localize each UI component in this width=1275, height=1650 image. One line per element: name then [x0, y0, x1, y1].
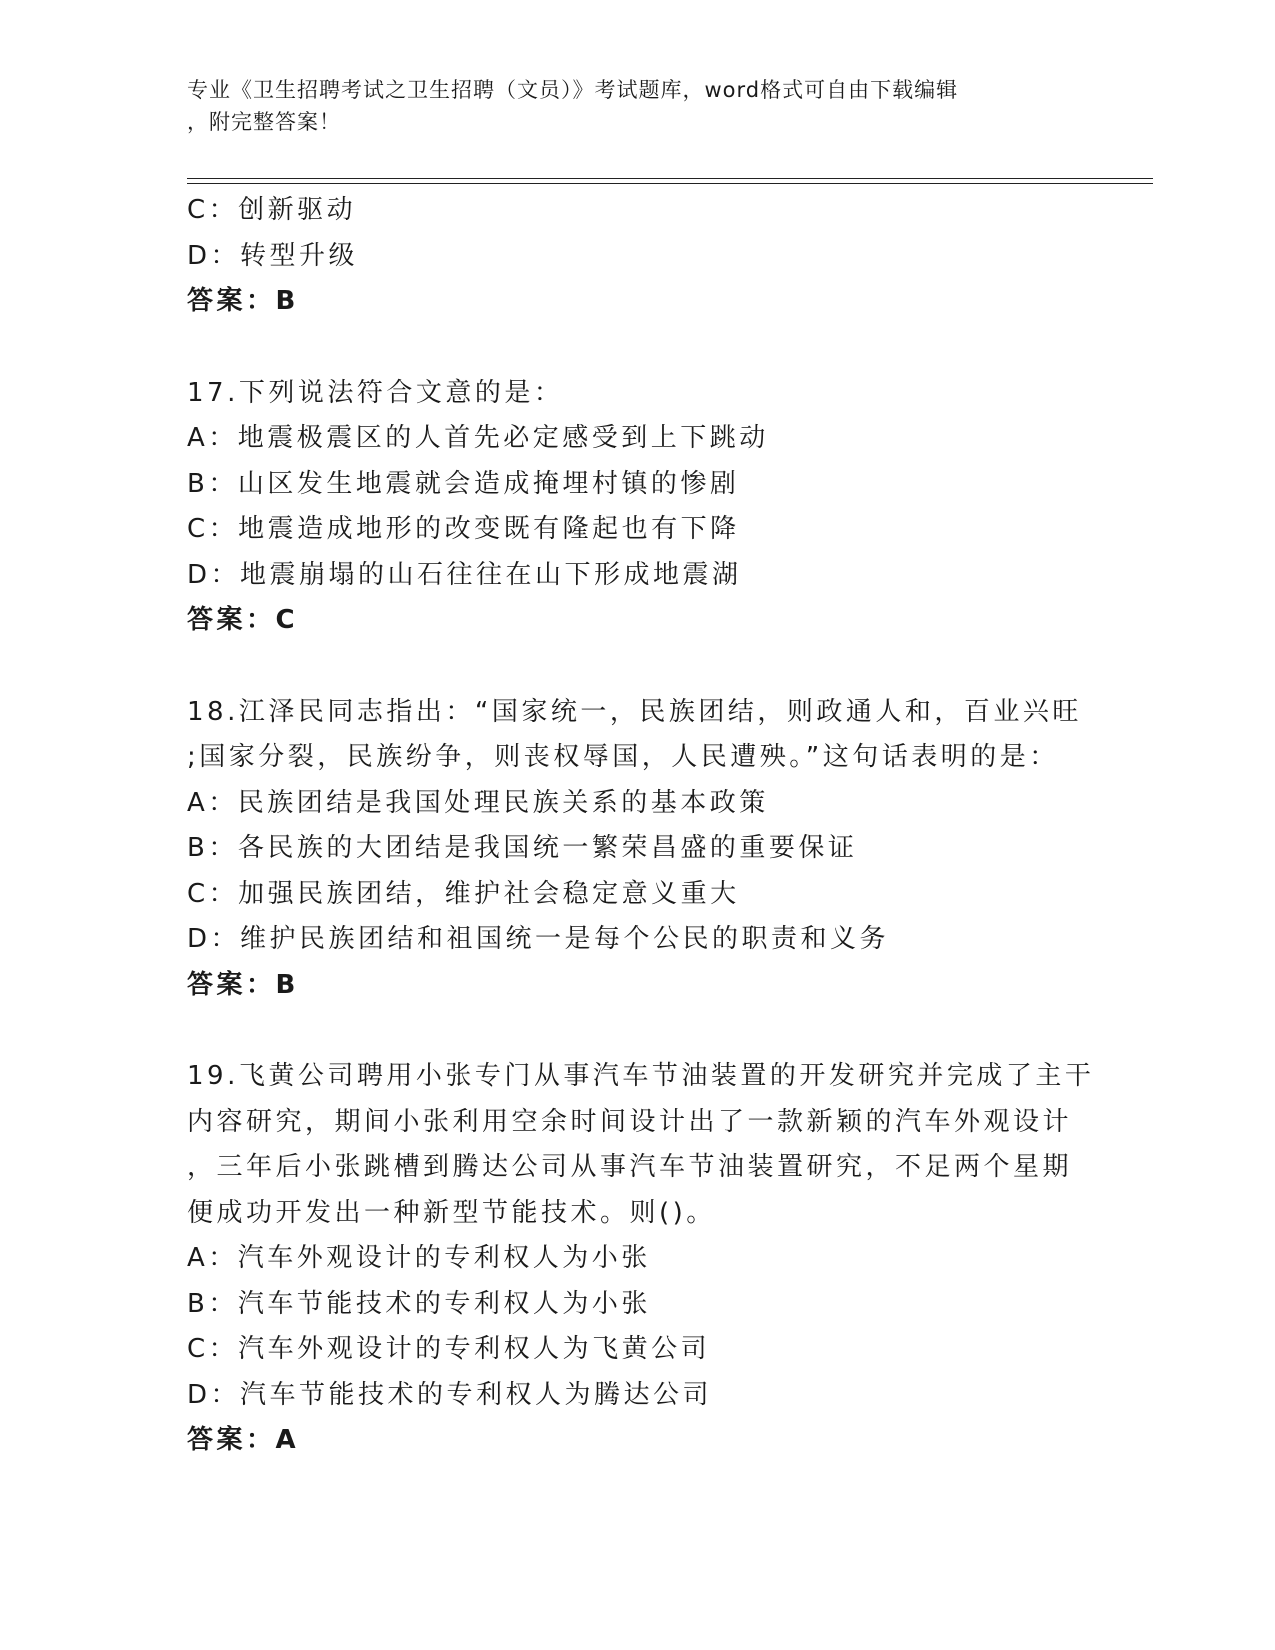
option-b: B：各民族的大团结是我国统一繁荣昌盛的重要保证 [187, 833, 858, 863]
option-b: B：汽车节能技术的专利权人为小张 [187, 1288, 651, 1319]
option-d: D：转型升级 [187, 240, 359, 271]
question-stem: 便成功开发出一种新型节能技术。则()。 [187, 1197, 716, 1228]
option-a: A：民族团结是我国处理民族关系的基本政策 [187, 787, 769, 818]
answer-line: 答案：B [187, 286, 299, 316]
question-stem: ;国家分裂，民族纷争，则丧权辱国，人民遭殃。”这句话表明的是： [187, 742, 1059, 772]
header-rule-bottom [187, 183, 1153, 184]
question-stem: 19.飞黄公司聘用小张专门从事汽车节油装置的开发研究并完成了主干 [187, 1061, 1095, 1091]
header-line-1: 专业《卫生招聘考试之卫生招聘（文员）》考试题库，word格式可自由下载编辑 [187, 78, 959, 102]
answer-line: 答案：A [187, 1425, 300, 1455]
option-c: C：汽车外观设计的专利权人为飞黄公司 [187, 1334, 711, 1364]
option-c: C：加强民族团结，维护社会稳定意义重大 [187, 878, 740, 909]
question-stem: 内容研究，期间小张利用空余时间设计出了一款新颖的汽车外观设计 [187, 1106, 1073, 1137]
question-stem: ，三年后小张跳槽到腾达公司从事汽车节油装置研究，不足两个星期 [187, 1152, 1073, 1182]
question-stem: 18.江泽民同志指出：“国家统一，民族团结，则政通人和，百业兴旺 [187, 696, 1082, 727]
question-19 [187, 1054, 1095, 1464]
question-stem: 17.下列说法符合文意的是： [187, 377, 564, 408]
previous-question-tail [187, 188, 1077, 325]
spacer [187, 1008, 1077, 1054]
option-d: D：地震崩塌的山石往往在山下形成地震湖 [187, 559, 742, 590]
option-a: A：地震极震区的人首先必定感受到上下跳动 [187, 423, 769, 453]
option-c: C：创新驱动 [187, 195, 357, 225]
header-line-2: ，附完整答案！ [187, 110, 341, 134]
document-header [187, 74, 1067, 138]
question-17 [187, 371, 1077, 644]
option-a: A：汽车外观设计的专利权人为小张 [187, 1243, 651, 1273]
answer-line: 答案：C [187, 605, 299, 635]
answer-line: 答案：B [187, 969, 299, 1000]
spacer [187, 325, 1077, 371]
question-list [187, 188, 1095, 1464]
option-b: B：山区发生地震就会造成掩埋村镇的惨剧 [187, 468, 740, 499]
option-c: C：地震造成地形的改变既有隆起也有下降 [187, 514, 740, 544]
header-rule-top [187, 178, 1153, 179]
spacer [187, 644, 1077, 690]
question-18 [187, 690, 1082, 1009]
option-d: D：维护民族团结和祖国统一是每个公民的职责和义务 [187, 924, 890, 954]
option-d: D：汽车节能技术的专利权人为腾达公司 [187, 1379, 713, 1410]
